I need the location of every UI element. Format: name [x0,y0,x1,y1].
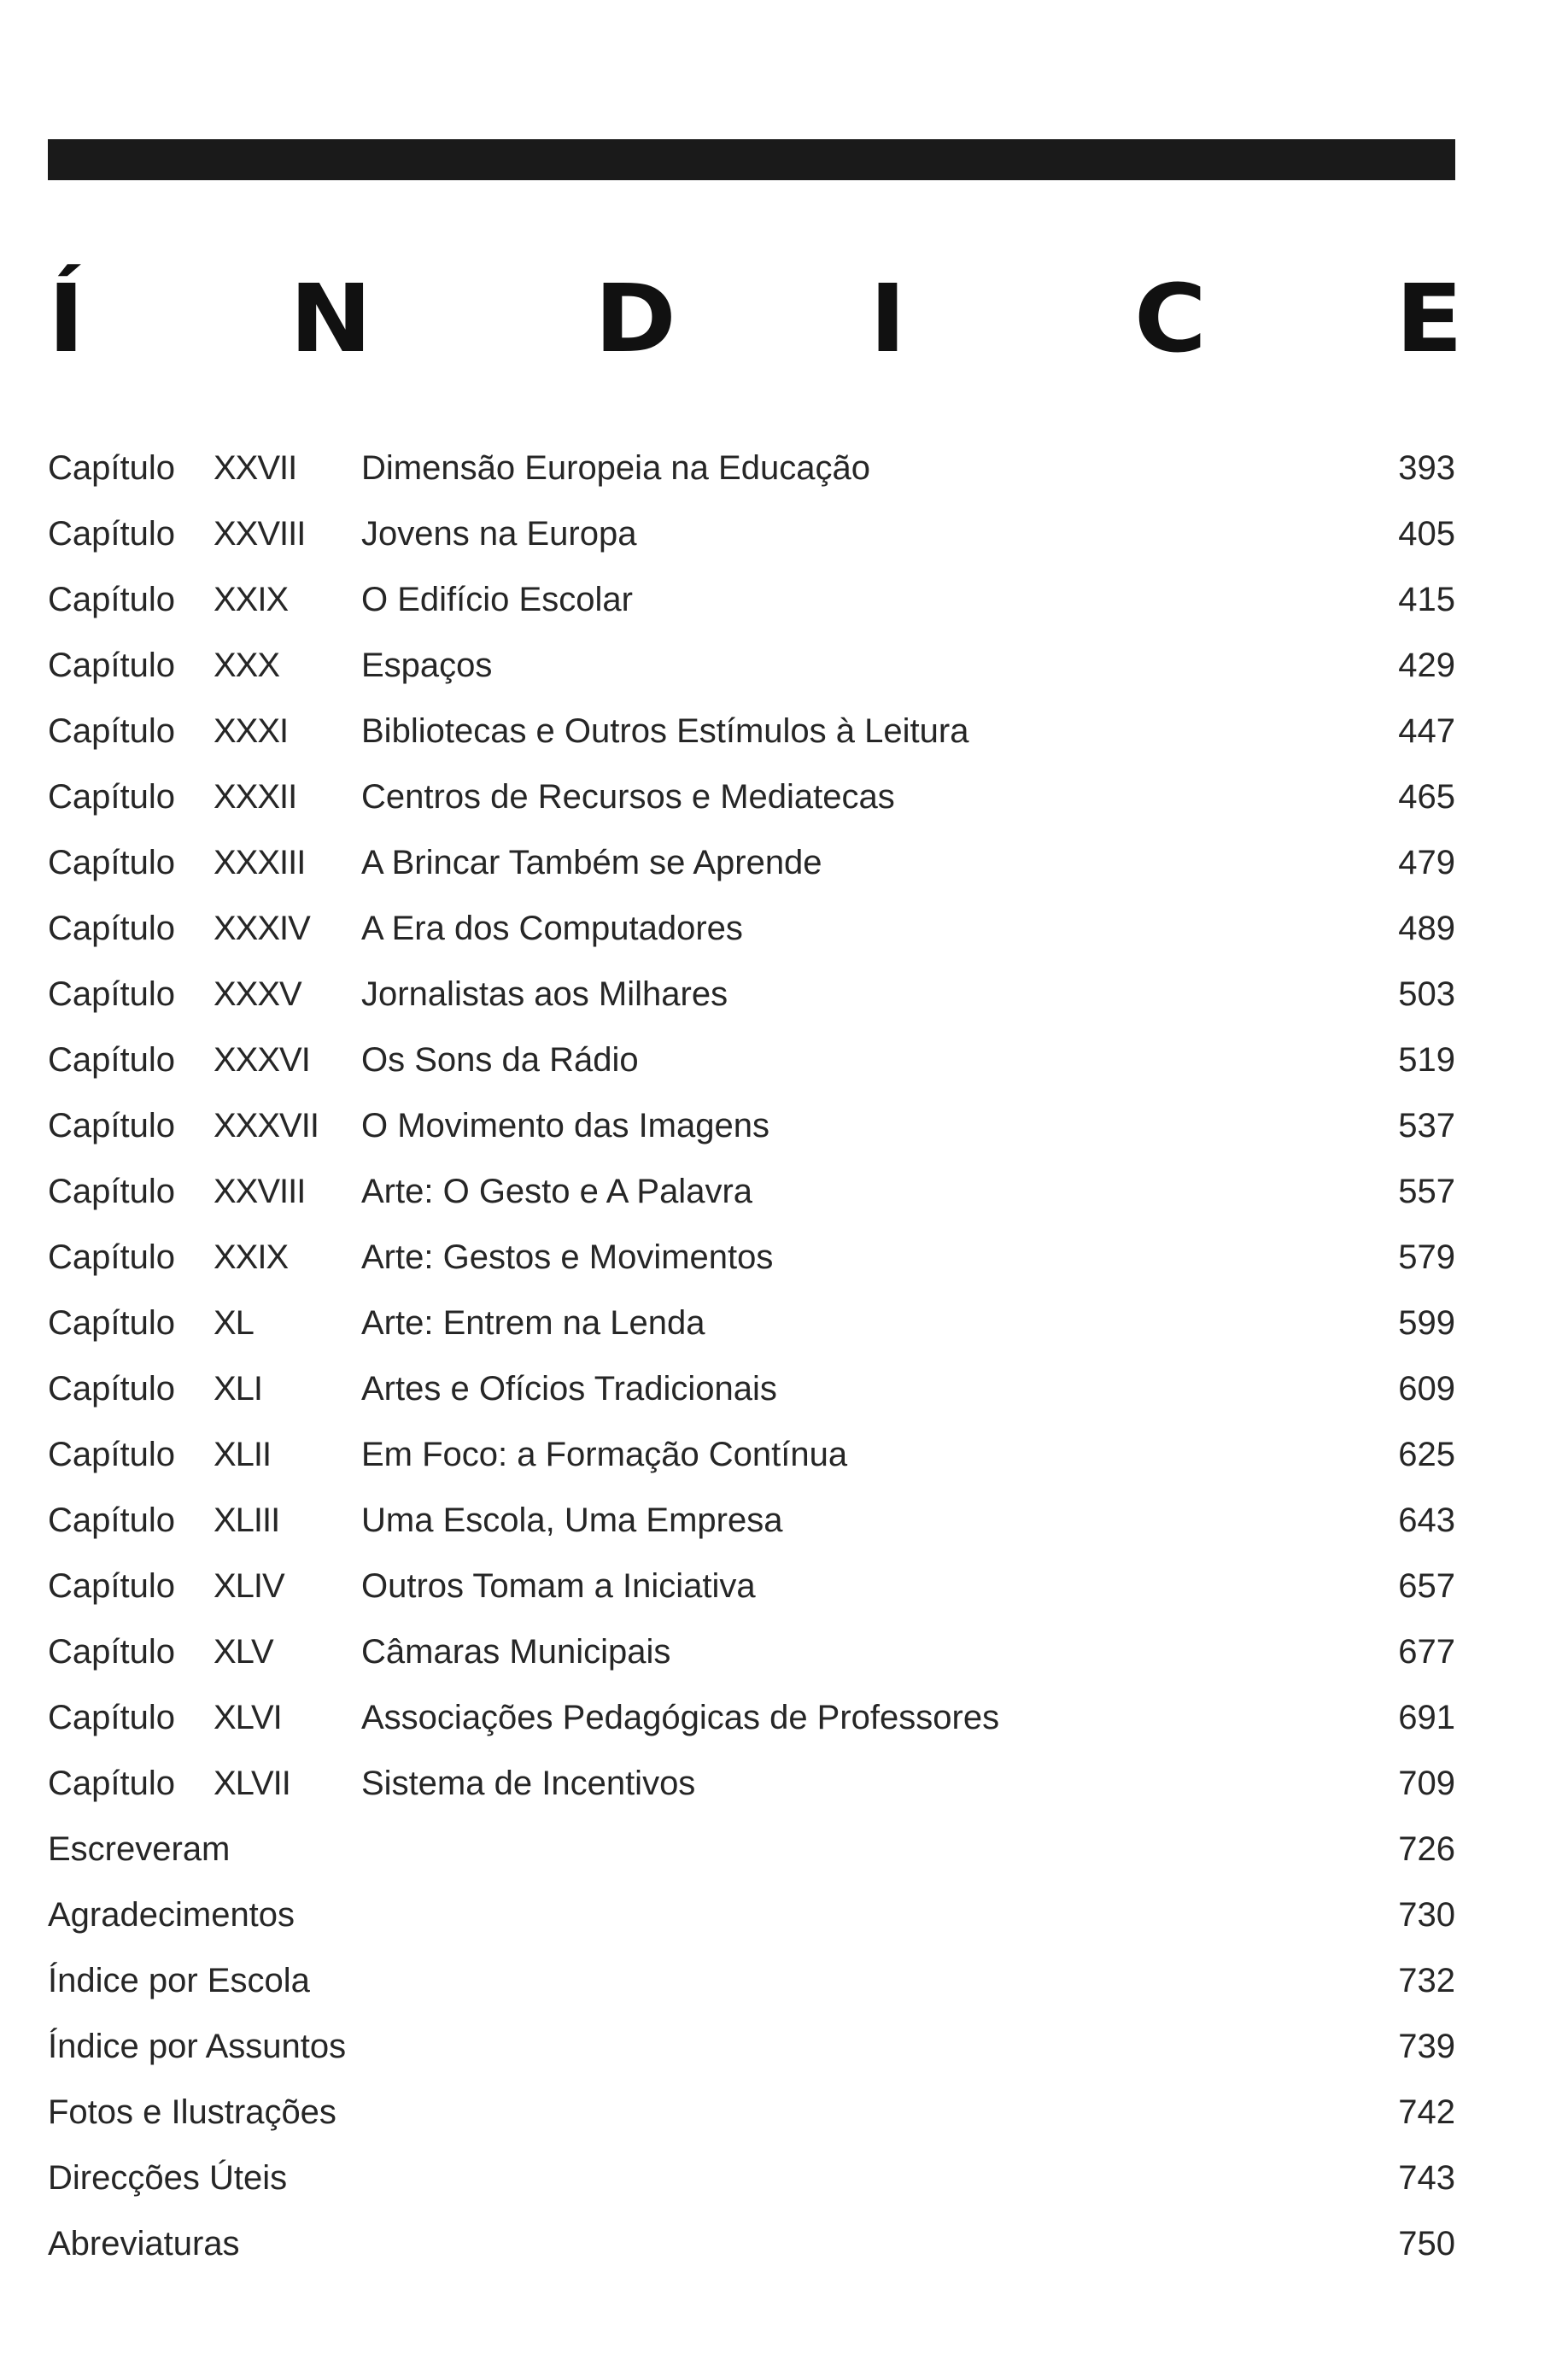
chapter-entry[interactable] [0,1422,1568,1488]
chapter-label: Capítulo [48,515,175,553]
chapter-number: XLV [214,1633,273,1671]
page-number: 479 [1398,844,1455,881]
chapter-entry[interactable] [0,1685,1568,1751]
chapter-number: XXXII [214,778,297,816]
chapter-entry[interactable] [0,501,1568,567]
appendix-title: Agradecimentos [48,1896,295,1934]
chapter-label: Capítulo [48,712,175,750]
chapter-title: O Edifício Escolar [361,581,633,618]
chapter-number: XXVIII [214,1173,306,1210]
title-letter: E [1395,264,1463,373]
page-number: 643 [1398,1502,1455,1539]
page-number: 750 [1398,2225,1455,2263]
page-number: 489 [1398,910,1455,947]
page-number: 732 [1398,1962,1455,1999]
chapter-title: Câmaras Municipais [361,1633,671,1671]
page-number: 709 [1398,1765,1455,1802]
appendix-entry[interactable] [0,2211,1568,2277]
appendix-title: Escreveram [48,1830,231,1868]
chapter-label: Capítulo [48,778,175,816]
header-bar [48,139,1455,180]
chapter-label: Capítulo [48,1567,175,1605]
page-number: 579 [1398,1238,1455,1276]
chapter-label: Capítulo [48,647,175,684]
chapter-title: A Brincar Também se Aprende [361,844,822,881]
page-number: 519 [1398,1041,1455,1079]
appendix-entry[interactable] [0,2080,1568,2145]
chapter-number: XL [214,1304,254,1342]
title-letter: I [869,264,906,373]
chapter-number: XXVIII [214,515,306,553]
chapter-entry[interactable] [0,699,1568,764]
page-number: 465 [1398,778,1455,816]
chapter-number: XLVII [214,1765,290,1802]
page-number: 730 [1398,1896,1455,1934]
chapter-number: XXXVI [214,1041,310,1079]
title-letter: C [1134,264,1207,373]
chapter-label: Capítulo [48,844,175,881]
chapter-entry[interactable] [0,896,1568,962]
appendix-entry[interactable] [0,1817,1568,1882]
chapter-label: Capítulo [48,1304,175,1342]
chapter-title: Jovens na Europa [361,515,637,553]
chapter-title: Jornalistas aos Milhares [361,975,728,1013]
page-number: 609 [1398,1370,1455,1408]
chapter-entry[interactable] [0,1093,1568,1159]
page-number: 625 [1398,1436,1455,1473]
chapter-entry[interactable] [0,1159,1568,1225]
appendix-entry[interactable] [0,2014,1568,2080]
chapter-title: Dimensão Europeia na Educação [361,449,870,487]
chapter-entry[interactable] [0,1751,1568,1817]
chapter-title: Espaços [361,647,493,684]
page-number: 739 [1398,2028,1455,2065]
page-number: 429 [1398,647,1455,684]
chapter-label: Capítulo [48,1633,175,1671]
chapter-number: XXIX [214,581,289,618]
chapter-label: Capítulo [48,449,175,487]
chapter-number: XXXIV [214,910,310,947]
page-number: 677 [1398,1633,1455,1671]
page-number: 726 [1398,1830,1455,1868]
page-number: 742 [1398,2093,1455,2131]
chapter-number: XXIX [214,1238,289,1276]
chapter-title: Outros Tomam a Iniciativa [361,1567,756,1605]
appendix-entry[interactable] [0,2145,1568,2211]
chapter-title: A Era dos Computadores [361,910,743,947]
chapter-entry[interactable] [0,1356,1568,1422]
page-number: 447 [1398,712,1455,750]
page-number: 743 [1398,2159,1455,2197]
chapter-number: XLVI [214,1699,282,1736]
appendix-entry[interactable] [0,1882,1568,1948]
chapter-entry[interactable] [0,633,1568,699]
chapter-label: Capítulo [48,1370,175,1408]
page-number: 599 [1398,1304,1455,1342]
chapter-title: Associações Pedagógicas de Professores [361,1699,1000,1736]
chapter-label: Capítulo [48,910,175,947]
chapter-label: Capítulo [48,1436,175,1473]
chapter-number: XXXI [214,712,289,750]
appendix-title: Índice por Escola [48,1962,310,1999]
table-of-contents [0,436,1568,2277]
page-number: 503 [1398,975,1455,1013]
page-number: 415 [1398,581,1455,618]
page-number: 691 [1398,1699,1455,1736]
chapter-label: Capítulo [48,1699,175,1736]
page-title [48,264,1463,373]
chapter-title: Arte: Gestos e Movimentos [361,1238,774,1276]
chapter-title: Arte: Entrem na Lenda [361,1304,705,1342]
chapter-title: Os Sons da Rádio [361,1041,639,1079]
page-number: 537 [1398,1107,1455,1144]
chapter-number: XXXV [214,975,301,1013]
page-number: 657 [1398,1567,1455,1605]
chapter-title: Arte: O Gesto e A Palavra [361,1173,753,1210]
appendix-title: Índice por Assuntos [48,2028,347,2065]
chapter-title: Uma Escola, Uma Empresa [361,1502,783,1539]
chapter-label: Capítulo [48,1502,175,1539]
appendix-title: Fotos e Ilustrações [48,2093,336,2131]
chapter-label: Capítulo [48,581,175,618]
chapter-number: XLII [214,1436,272,1473]
chapter-entry[interactable] [0,764,1568,830]
chapter-title: Bibliotecas e Outros Estímulos à Leitura [361,712,969,750]
chapter-title: Centros de Recursos e Mediatecas [361,778,895,816]
chapter-entry[interactable] [0,1225,1568,1291]
page-number: 405 [1398,515,1455,553]
chapter-label: Capítulo [48,1173,175,1210]
page-number: 557 [1398,1173,1455,1210]
appendix-entry[interactable] [0,1948,1568,2014]
chapter-label: Capítulo [48,1765,175,1802]
appendix-title: Abreviaturas [48,2225,240,2263]
chapter-number: XLIV [214,1567,284,1605]
chapter-entry[interactable] [0,567,1568,633]
chapter-entry[interactable] [0,1291,1568,1356]
chapter-number: XXVII [214,449,297,487]
chapter-title: Em Foco: a Formação Contínua [361,1436,848,1473]
chapter-entry[interactable] [0,962,1568,1027]
chapter-number: XXX [214,647,280,684]
chapter-title: Artes e Ofícios Tradicionais [361,1370,777,1408]
chapter-entry[interactable] [0,1488,1568,1554]
chapter-entry[interactable] [0,1554,1568,1619]
chapter-entry[interactable] [0,830,1568,896]
chapter-entry[interactable] [0,1619,1568,1685]
chapter-label: Capítulo [48,975,175,1013]
chapter-label: Capítulo [48,1238,175,1276]
appendix-title: Direcções Úteis [48,2159,288,2197]
chapter-entry[interactable] [0,1027,1568,1093]
chapter-title: O Movimento das Imagens [361,1107,769,1144]
chapter-entry[interactable] [0,436,1568,501]
title-letter: N [290,264,372,373]
chapter-label: Capítulo [48,1041,175,1079]
page-number: 393 [1398,449,1455,487]
chapter-number: XXXVII [214,1107,319,1144]
chapter-number: XLI [214,1370,263,1408]
chapter-label: Capítulo [48,1107,175,1144]
title-letter: Í [48,264,85,373]
chapter-number: XXXIII [214,844,306,881]
title-letter: D [594,264,676,373]
chapter-title: Sistema de Incentivos [361,1765,696,1802]
chapter-number: XLIII [214,1502,280,1539]
